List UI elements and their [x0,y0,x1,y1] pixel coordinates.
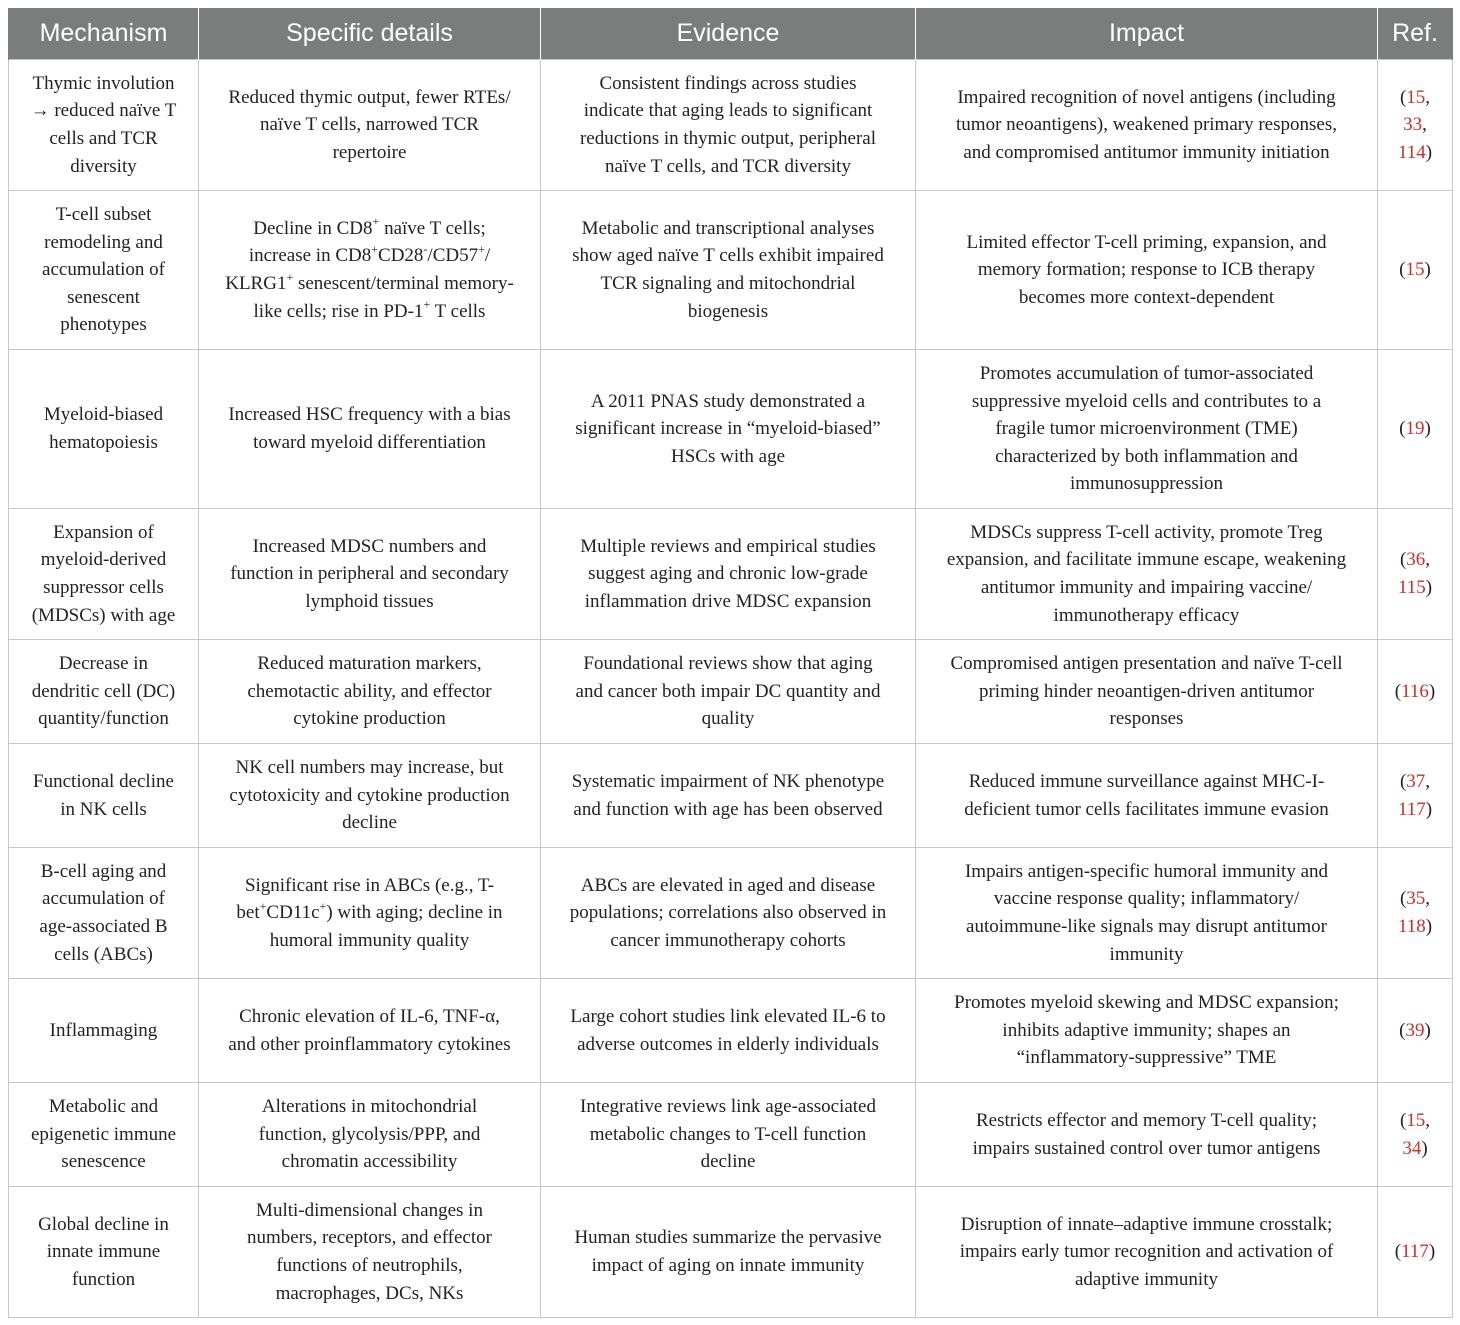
details-text: like cells; rise in PD-1 [253,300,424,322]
details-text: function in peripheral and secondary [230,563,509,585]
mechanism-line: diversity [70,155,137,177]
table-row [9,848,1453,979]
evidence-line: cancer immunotherapy cohorts [610,929,846,951]
cell-specific-details [199,979,541,1083]
details-line [229,785,509,806]
details-text: / [484,245,491,267]
ref-punctuation: , [1422,114,1427,136]
impact-line: Restricts effector and memory T-cell quality; [975,1109,1318,1131]
impact-line: impairs sustained control over tumor antigens [972,1137,1321,1159]
cell-specific-details [199,848,541,979]
reference-link[interactable]: 116 [1401,680,1429,702]
ref-punctuation: ( [1399,549,1407,571]
details-text: Chronic elevation of IL-6, TNF-α, [239,1005,500,1027]
cell-specific-details [199,191,541,350]
details-text: Increased MDSC numbers and [252,535,487,557]
cell-specific-details [199,1083,541,1187]
ref-punctuation: ) [1428,1241,1436,1263]
mechanism-line: age-associated B [39,916,168,937]
cell-specific-details [199,1187,541,1318]
evidence-line: Multiple reviews and empirical studies [580,535,876,557]
ref-punctuation: ( [1399,259,1406,281]
ref-punctuation: , [1425,86,1431,108]
superscript: + [372,214,380,229]
cell-impact [916,640,1378,744]
mechanism-line: suppressor cells [43,577,164,598]
details-text: chromatin accessibility [281,1151,458,1173]
evidence-line: Integrative reviews link age-associated [580,1096,876,1118]
details-line [253,214,486,239]
ref-punctuation: , [1425,549,1431,571]
impact-line: autoimmune-like signals may disrupt antitumor [966,916,1327,937]
evidence-line: inflammation drive MDSC expansion [584,590,872,612]
cell-impact [916,60,1378,191]
table-row [9,1187,1453,1318]
mechanism-line: Functional decline [33,770,174,792]
reference-link[interactable]: 34 [1402,1137,1422,1159]
mechanism-line: cells (ABCs) [54,943,153,965]
details-text: T cells [430,300,486,322]
mechanism-line: phenotypes [60,314,147,336]
details-text: Increased HSC frequency with a bias [228,404,511,426]
details-line [225,269,514,294]
ref-punctuation: ) [1425,141,1433,163]
header-row [9,8,1453,60]
mechanism-line: (MDSCs) with age [31,604,176,626]
cell-mechanism [9,191,199,350]
cell-impact [916,1083,1378,1187]
evidence-line: adverse outcomes in elderly individuals [577,1033,879,1055]
evidence-line: metabolic changes to T-cell function [589,1123,867,1145]
details-line [253,297,486,322]
details-text: /CD57 [427,245,479,267]
cell-evidence [541,1187,916,1318]
header-ref: Ref. [1378,8,1453,60]
reference-link[interactable]: 15 [1406,86,1426,108]
cell-ref [1378,640,1453,744]
reference-link[interactable]: 37 [1406,770,1426,792]
details-line [253,432,486,453]
details-text: function, glycolysis/PPP, and [258,1123,481,1145]
details-text: naïve T cells, narrowed TCR [260,114,479,136]
cell-specific-details [199,350,541,509]
cell-ref [1378,60,1453,191]
evidence-line: decline [700,1151,756,1173]
cell-ref [1378,744,1453,848]
details-line [333,142,407,163]
evidence-line: naïve T cells, and TCR diversity [605,155,851,177]
cell-evidence [541,509,916,640]
table-row [9,509,1453,640]
details-text: Reduced maturation markers, [257,653,482,675]
mechanism-line: remodeling and [44,231,163,253]
cell-specific-details [199,509,541,640]
details-text: Decline in CD8 [253,217,373,239]
table-row [9,191,1453,350]
details-text: increase in CD8 [248,245,372,267]
impact-line: Impaired recognition of novel antigens (including [957,86,1336,108]
cell-impact [916,848,1378,979]
impact-line: Promotes accumulation of tumor-associated [979,363,1314,385]
details-line [236,898,503,924]
cell-ref [1378,191,1453,350]
reference-link[interactable]: 118 [1397,916,1426,937]
evidence-line: ABCs are elevated in aged and disease [580,874,876,896]
cell-evidence [541,1083,916,1187]
details-line [230,563,509,584]
details-line [248,242,491,267]
mechanism-line: senescence [61,1151,146,1173]
reference-link[interactable]: 33 [1403,114,1423,136]
reference-link[interactable]: 39 [1405,1019,1425,1041]
mechanism-line: senescent [67,286,140,308]
details-line [235,757,503,778]
header-mechanism: Mechanism [9,8,199,60]
ref-punctuation: ) [1424,1019,1431,1041]
cell-ref [1378,350,1453,509]
details-text: chemotactic ability, and effector [247,680,492,702]
ref-punctuation: ) [1424,418,1431,440]
details-text: senescent/terminal memory- [293,273,514,294]
impact-line: expansion, and facilitate immune escape, weakening [946,549,1347,571]
details-text: lymphoid tissues [305,590,434,612]
ref-punctuation: ) [1425,798,1433,820]
mechanism-line: Global decline in [38,1213,169,1235]
ref-punctuation: ( [1399,1019,1406,1041]
impact-line: responses [1109,708,1184,730]
reference-link[interactable]: 117 [1401,1241,1429,1263]
details-line [276,1255,462,1276]
impact-line: tumor neoantigens), weakened primary responses, [956,114,1337,136]
details-text: decline [342,812,397,834]
impact-line: and compromised antitumor immunity initiation [963,141,1330,163]
impact-line: antitumor immunity and impairing vaccine/ [980,577,1313,598]
impact-line: immunity [1109,943,1184,965]
cell-mechanism [9,1083,199,1187]
details-line [276,1283,464,1304]
details-line [270,930,469,951]
ref-punctuation: ( [1399,888,1407,910]
mechanisms-table [8,8,1453,1318]
cell-ref [1378,979,1453,1083]
impact-line: impairs early tumor recognition and activation of [959,1241,1334,1263]
cell-evidence [541,744,916,848]
details-line [260,114,479,135]
details-text: numbers, receptors, and effector [247,1227,492,1249]
impact-line: suppressive myeloid cells and contributes to a [971,390,1322,412]
cell-ref [1378,1187,1453,1318]
details-line [262,1096,477,1117]
cell-impact [916,1187,1378,1318]
cell-evidence [541,640,916,744]
ref-punctuation: , [1425,888,1431,910]
reference-link[interactable]: 15 [1406,1109,1426,1131]
impact-line: inhibits adaptive immunity; shapes an [1002,1019,1291,1041]
details-text: humoral immunity quality [269,929,470,951]
details-text: macrophages, DCs, NKs [275,1282,464,1304]
evidence-line: Human studies summarize the pervasive [574,1227,882,1249]
reference-link[interactable]: 19 [1405,418,1425,440]
superscript: + [259,898,267,913]
reference-link[interactable]: 36 [1406,549,1426,571]
cell-mechanism [9,848,199,979]
evidence-line: quality [701,708,755,730]
cell-impact [916,744,1378,848]
ref-punctuation: ( [1399,86,1407,108]
evidence-line: reductions in thymic output, peripheral [579,128,876,149]
details-line [247,1227,492,1248]
ref-punctuation: , [1425,1109,1431,1131]
cell-impact [916,509,1378,640]
mechanism-line: B-cell aging and [40,860,167,882]
details-text: Multi-dimensional changes in [256,1199,483,1221]
impact-line: fragile tumor microenvironment (TME) [995,418,1298,440]
ref-punctuation: ) [1424,259,1431,281]
ref-punctuation: ) [1428,680,1436,702]
evidence-line: Large cohort studies link elevated IL-6 to [570,1005,886,1027]
impact-line: Impairs antigen-specific humoral immunity and [964,860,1328,882]
impact-line: Promotes myeloid skewing and MDSC expansion; [954,992,1339,1014]
reference-link[interactable]: 115 [1397,577,1426,598]
cell-evidence [541,191,916,350]
impact-line: immunosuppression [1069,473,1224,495]
details-line [257,653,481,674]
ref-punctuation: ( [1399,418,1406,440]
details-text: NK cell numbers may increase, but [235,757,504,779]
evidence-line: indicate that aging leads to significant [583,100,873,122]
evidence-line: Metabolic and transcriptional analyses [581,217,875,239]
details-text: toward myeloid differentiation [253,432,486,453]
details-line [239,1006,500,1027]
details-text: cytokine production [293,708,446,730]
table-row [9,1083,1453,1187]
details-text: naïve T cells; [379,217,486,239]
details-line [256,1200,483,1221]
reference-link[interactable]: 114 [1397,141,1426,163]
evidence-line: HSCs with age [671,445,785,467]
ref-punctuation: ) [1425,577,1433,598]
impact-line: vaccine response quality; inflammatory/ [993,888,1300,910]
cell-specific-details [199,60,541,191]
cell-impact [916,979,1378,1083]
header-specific-details: Specific details [199,8,541,60]
mechanism-line: Metabolic and [48,1096,159,1118]
details-line [228,404,510,425]
mechanism-line: Expansion of [53,521,154,543]
evidence-line: and function with age has been observed [573,798,883,820]
evidence-line: Systematic impairment of NK phenotype [571,770,885,792]
mechanism-line: hematopoiesis [49,432,158,453]
header-impact: Impact [916,8,1378,60]
details-text: repertoire [332,141,407,163]
cell-evidence [541,60,916,191]
impact-line: Compromised antigen presentation and naïve T-cell [950,653,1343,675]
impact-line: characterized by both inflammation and [995,445,1298,467]
evidence-line: impact of aging on innate immunity [591,1255,865,1276]
cell-evidence [541,350,916,509]
cell-specific-details [199,640,541,744]
mechanism-line: Thymic involution [32,72,175,94]
details-text: cytotoxicity and cytokine production [229,784,510,806]
table-row [9,350,1453,509]
evidence-line: Consistent findings across studies [599,72,857,94]
impact-line: adaptive immunity [1074,1268,1218,1290]
details-line [342,812,397,833]
details-text: functions of neutrophils, [276,1255,463,1276]
mechanism-line: innate immune [46,1241,161,1263]
superscript: + [286,269,294,284]
table-row [9,60,1453,191]
evidence-line: populations; correlations also observed in [569,902,887,924]
details-line [228,87,510,108]
details-text: CD28 [378,245,424,267]
cell-mechanism [9,509,199,640]
ref-punctuation: ( [1394,1241,1402,1263]
details-text: Alterations in mitochondrial [261,1096,478,1118]
impact-line: immunotherapy efficacy [1053,604,1240,626]
superscript: - [423,242,428,257]
details-line [293,708,446,729]
reference-link[interactable]: 35 [1406,888,1426,910]
evidence-line: TCR signaling and mitochondrial [600,273,856,294]
ref-punctuation: , [1425,770,1431,792]
cell-impact [916,191,1378,350]
table-row [9,744,1453,848]
mechanism-line: function [71,1268,136,1290]
superscript: + [478,242,485,257]
cell-mechanism [9,744,199,848]
cell-evidence [541,848,916,979]
cell-ref [1378,1083,1453,1187]
ref-punctuation: ( [1394,680,1402,702]
cell-mechanism [9,979,199,1083]
cell-ref [1378,848,1453,979]
table-row [9,979,1453,1083]
ref-punctuation: ) [1421,1137,1428,1159]
impact-line: “inflammatory-suppressive” TME [1016,1047,1277,1069]
ref-punctuation: ( [1399,1109,1407,1131]
impact-line: Disruption of innate–adaptive immune crosstalk; [960,1213,1333,1235]
mechanism-line: Decrease in [58,653,149,675]
details-text: and other proinflammatory cytokines [228,1033,511,1055]
details-line [259,1124,481,1145]
details-text: bet [236,902,260,924]
evidence-line: biogenesis [687,300,769,322]
mechanism-line: Myeloid-biased [43,404,164,426]
impact-line: deficient tumor cells facilitates immune evasion [964,798,1329,820]
evidence-line: suggest aging and chronic low-grade [588,563,868,585]
mechanism-line: Inflammaging [49,1019,158,1041]
details-text: Significant rise in ABCs (e.g., T- [244,874,495,896]
ref-punctuation: ) [1425,916,1433,937]
impact-line: Limited effector T-cell priming, expansion, and [966,231,1327,253]
mechanism-line: dendritic cell (DC) [31,680,176,702]
header-evidence: Evidence [541,8,916,60]
details-text: ) with aging; decline in [326,902,503,924]
cell-mechanism [9,60,199,191]
superscript: + [319,898,327,913]
impact-line: becomes more context-dependent [1018,286,1275,308]
cell-impact [916,350,1378,509]
superscript: + [371,242,379,257]
cell-evidence [541,979,916,1083]
mechanism-line: quantity/function [38,708,169,730]
details-line [253,536,487,557]
reference-link[interactable]: 15 [1405,259,1425,281]
impact-line: MDSCs suppress T-cell activity, promote Treg [970,521,1323,543]
cell-specific-details [199,744,541,848]
details-line [247,681,491,702]
cell-mechanism [9,1187,199,1318]
mechanism-line: accumulation of [42,888,165,910]
mechanism-line: T-cell subset [55,204,152,226]
details-line [305,591,433,612]
mechanism-line: cells and TCR [49,128,158,149]
mechanism-line: myeloid-derived [40,549,167,571]
cell-ref [1378,509,1453,640]
evidence-line: significant increase in “myeloid-biased” [575,418,881,440]
details-line [228,1034,510,1055]
mechanism-line: in NK cells [60,798,147,820]
cell-mechanism [9,640,199,744]
cell-mechanism [9,350,199,509]
mechanism-line: → reduced naïve T [30,100,177,122]
table-body [9,60,1453,1318]
mechanism-line: accumulation of [42,259,165,281]
impact-line: priming hinder neoantigen-driven antitumor [978,680,1315,702]
details-line [245,875,494,896]
mechanism-line: epigenetic immune [30,1123,177,1145]
evidence-line: and cancer both impair DC quantity and [575,680,881,702]
impact-line: Reduced immune surveillance against MHC-I- [968,770,1325,792]
reference-link[interactable]: 117 [1397,798,1426,820]
ref-punctuation: ( [1399,770,1407,792]
table-row [9,640,1453,744]
evidence-line: A 2011 PNAS study demonstrated a [590,390,866,412]
details-line [282,1151,458,1172]
impact-line: memory formation; response to ICB therapy [977,259,1316,281]
details-text: CD11c [266,902,320,924]
evidence-line: show aged naïve T cells exhibit impaired [572,245,884,267]
evidence-line: Foundational reviews show that aging [583,653,873,675]
superscript: + [423,297,431,312]
details-text: Reduced thymic output, fewer RTEs/ [228,86,511,108]
details-text: KLRG1 [225,273,287,294]
